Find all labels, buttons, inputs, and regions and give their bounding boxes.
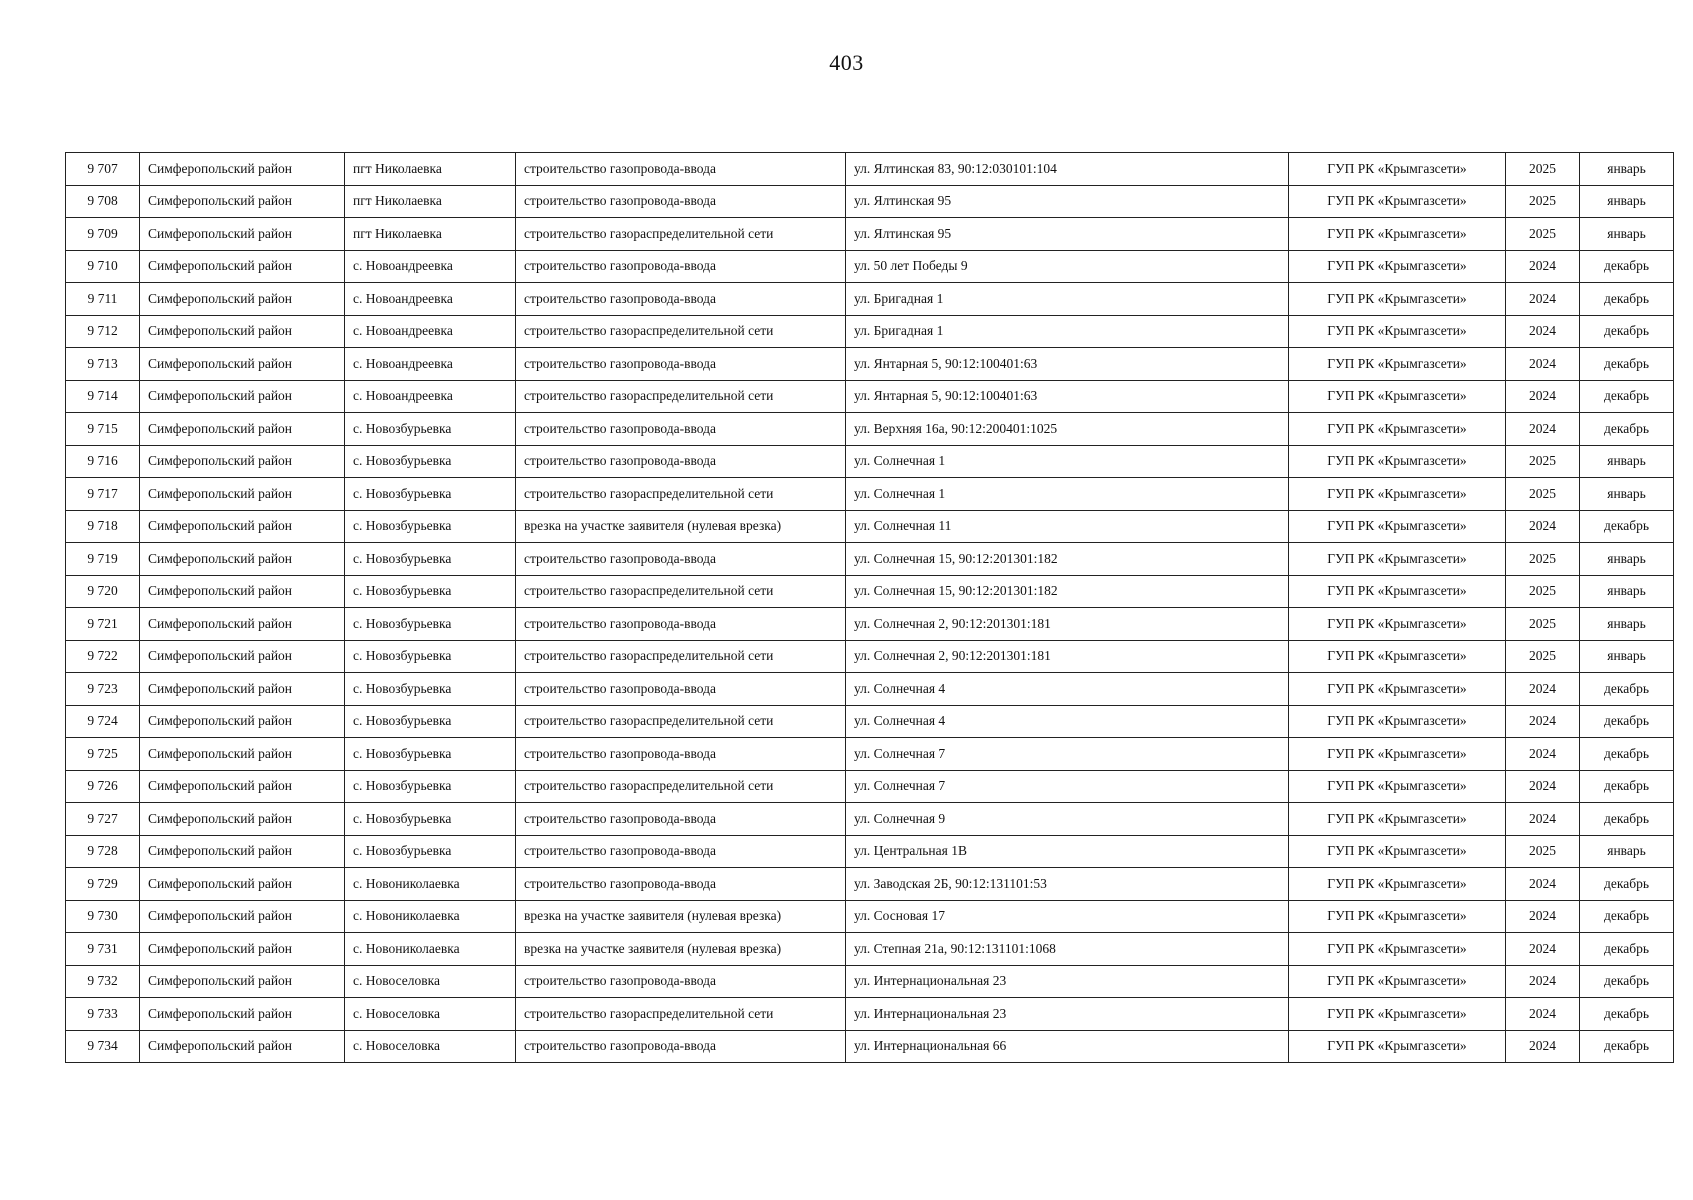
organization-cell: ГУП РК «Крымгазсети»: [1289, 153, 1506, 186]
year-cell: 2024: [1506, 770, 1580, 803]
region-cell: Симферопольский район: [140, 218, 345, 251]
settlement-cell: с. Новозбурьевка: [345, 543, 516, 576]
table-row: [66, 705, 1674, 738]
region-cell: Симферопольский район: [140, 640, 345, 673]
work-type-cell: строительство газопровода-ввода: [516, 413, 846, 446]
month-cell: декабрь: [1580, 770, 1674, 803]
year-cell: 2024: [1506, 348, 1580, 381]
address-cell: ул. Солнечная 4: [846, 673, 1289, 706]
work-type-cell: строительство газораспределительной сети: [516, 770, 846, 803]
gasification-register-table: [65, 152, 1674, 1063]
work-type-cell: строительство газопровода-ввода: [516, 348, 846, 381]
table-row: [66, 965, 1674, 998]
settlement-cell: с. Новониколаевка: [345, 868, 516, 901]
address-cell: ул. Янтарная 5, 90:12:100401:63: [846, 348, 1289, 381]
month-cell: декабрь: [1580, 933, 1674, 966]
work-type-cell: строительство газопровода-ввода: [516, 868, 846, 901]
address-cell: ул. Солнечная 2, 90:12:201301:181: [846, 640, 1289, 673]
row-number-cell: 9 707: [66, 153, 140, 186]
page-number: 403: [829, 50, 864, 75]
table-row: [66, 868, 1674, 901]
table-row: [66, 510, 1674, 543]
organization-cell: ГУП РК «Крымгазсети»: [1289, 673, 1506, 706]
work-type-cell: строительство газопровода-ввода: [516, 543, 846, 576]
month-cell: январь: [1580, 608, 1674, 641]
row-number-cell: 9 722: [66, 640, 140, 673]
year-cell: 2024: [1506, 315, 1580, 348]
table-row: [66, 413, 1674, 446]
organization-cell: ГУП РК «Крымгазсети»: [1289, 640, 1506, 673]
row-number-cell: 9 714: [66, 380, 140, 413]
region-cell: Симферопольский район: [140, 705, 345, 738]
settlement-cell: с. Новозбурьевка: [345, 673, 516, 706]
month-cell: декабрь: [1580, 348, 1674, 381]
row-number-cell: 9 732: [66, 965, 140, 998]
work-type-cell: строительство газораспределительной сети: [516, 705, 846, 738]
settlement-cell: с. Новозбурьевка: [345, 413, 516, 446]
table-row: [66, 998, 1674, 1031]
work-type-cell: строительство газопровода-ввода: [516, 250, 846, 283]
address-cell: ул. Верхняя 16а, 90:12:200401:1025: [846, 413, 1289, 446]
row-number-cell: 9 710: [66, 250, 140, 283]
row-number-cell: 9 733: [66, 998, 140, 1031]
region-cell: Симферопольский район: [140, 380, 345, 413]
table-row: [66, 380, 1674, 413]
table-row: [66, 153, 1674, 186]
address-cell: ул. Солнечная 4: [846, 705, 1289, 738]
work-type-cell: строительство газопровода-ввода: [516, 185, 846, 218]
address-cell: ул. Центральная 1В: [846, 835, 1289, 868]
table-row: [66, 315, 1674, 348]
settlement-cell: пгт Николаевка: [345, 218, 516, 251]
settlement-cell: с. Новониколаевка: [345, 933, 516, 966]
work-type-cell: строительство газораспределительной сети: [516, 478, 846, 511]
region-cell: Симферопольский район: [140, 608, 345, 641]
year-cell: 2024: [1506, 380, 1580, 413]
row-number-cell: 9 717: [66, 478, 140, 511]
table-row: [66, 608, 1674, 641]
work-type-cell: строительство газораспределительной сети: [516, 575, 846, 608]
year-cell: 2024: [1506, 965, 1580, 998]
address-cell: ул. Солнечная 1: [846, 478, 1289, 511]
settlement-cell: с. Новоандреевка: [345, 348, 516, 381]
row-number-cell: 9 725: [66, 738, 140, 771]
row-number-cell: 9 713: [66, 348, 140, 381]
region-cell: Симферопольский район: [140, 315, 345, 348]
row-number-cell: 9 728: [66, 835, 140, 868]
table-row: [66, 478, 1674, 511]
settlement-cell: с. Новониколаевка: [345, 900, 516, 933]
month-cell: декабрь: [1580, 965, 1674, 998]
organization-cell: ГУП РК «Крымгазсети»: [1289, 705, 1506, 738]
work-type-cell: строительство газопровода-ввода: [516, 1030, 846, 1063]
region-cell: Симферопольский район: [140, 250, 345, 283]
year-cell: 2024: [1506, 933, 1580, 966]
table-row: [66, 185, 1674, 218]
table-row: [66, 770, 1674, 803]
region-cell: Симферопольский район: [140, 738, 345, 771]
table-row: [66, 738, 1674, 771]
row-number-cell: 9 715: [66, 413, 140, 446]
month-cell: январь: [1580, 640, 1674, 673]
settlement-cell: с. Новозбурьевка: [345, 770, 516, 803]
settlement-cell: с. Новозбурьевка: [345, 738, 516, 771]
region-cell: Симферопольский район: [140, 510, 345, 543]
month-cell: декабрь: [1580, 900, 1674, 933]
work-type-cell: строительство газораспределительной сети: [516, 380, 846, 413]
row-number-cell: 9 708: [66, 185, 140, 218]
address-cell: ул. Интернациональная 23: [846, 965, 1289, 998]
settlement-cell: с. Новозбурьевка: [345, 803, 516, 836]
month-cell: декабрь: [1580, 998, 1674, 1031]
settlement-cell: пгт Николаевка: [345, 153, 516, 186]
work-type-cell: строительство газопровода-ввода: [516, 738, 846, 771]
row-number-cell: 9 711: [66, 283, 140, 316]
row-number-cell: 9 723: [66, 673, 140, 706]
organization-cell: ГУП РК «Крымгазсети»: [1289, 250, 1506, 283]
row-number-cell: 9 727: [66, 803, 140, 836]
organization-cell: ГУП РК «Крымгазсети»: [1289, 218, 1506, 251]
settlement-cell: с. Новоселовка: [345, 965, 516, 998]
region-cell: Симферопольский район: [140, 185, 345, 218]
region-cell: Симферопольский район: [140, 933, 345, 966]
month-cell: январь: [1580, 185, 1674, 218]
row-number-cell: 9 712: [66, 315, 140, 348]
table-row: [66, 218, 1674, 251]
address-cell: ул. Солнечная 2, 90:12:201301:181: [846, 608, 1289, 641]
organization-cell: ГУП РК «Крымгазсети»: [1289, 510, 1506, 543]
month-cell: декабрь: [1580, 250, 1674, 283]
table-row: [66, 803, 1674, 836]
month-cell: январь: [1580, 218, 1674, 251]
month-cell: январь: [1580, 835, 1674, 868]
region-cell: Симферопольский район: [140, 673, 345, 706]
region-cell: Симферопольский район: [140, 998, 345, 1031]
address-cell: ул. Солнечная 7: [846, 738, 1289, 771]
year-cell: 2024: [1506, 900, 1580, 933]
address-cell: ул. Интернациональная 66: [846, 1030, 1289, 1063]
settlement-cell: с. Новозбурьевка: [345, 608, 516, 641]
organization-cell: ГУП РК «Крымгазсети»: [1289, 543, 1506, 576]
row-number-cell: 9 724: [66, 705, 140, 738]
work-type-cell: строительство газопровода-ввода: [516, 153, 846, 186]
organization-cell: ГУП РК «Крымгазсети»: [1289, 1030, 1506, 1063]
address-cell: ул. Солнечная 15, 90:12:201301:182: [846, 543, 1289, 576]
address-cell: ул. 50 лет Победы 9: [846, 250, 1289, 283]
settlement-cell: с. Новоандреевка: [345, 315, 516, 348]
year-cell: 2025: [1506, 640, 1580, 673]
row-number-cell: 9 734: [66, 1030, 140, 1063]
year-cell: 2025: [1506, 608, 1580, 641]
work-type-cell: строительство газопровода-ввода: [516, 835, 846, 868]
row-number-cell: 9 718: [66, 510, 140, 543]
organization-cell: ГУП РК «Крымгазсети»: [1289, 413, 1506, 446]
settlement-cell: с. Новоандреевка: [345, 380, 516, 413]
table-row: [66, 283, 1674, 316]
month-cell: декабрь: [1580, 803, 1674, 836]
row-number-cell: 9 709: [66, 218, 140, 251]
year-cell: 2025: [1506, 575, 1580, 608]
year-cell: 2025: [1506, 478, 1580, 511]
table-row: [66, 640, 1674, 673]
address-cell: ул. Солнечная 9: [846, 803, 1289, 836]
work-type-cell: строительство газопровода-ввода: [516, 803, 846, 836]
table-row: [66, 900, 1674, 933]
settlement-cell: с. Новозбурьевка: [345, 705, 516, 738]
organization-cell: ГУП РК «Крымгазсети»: [1289, 900, 1506, 933]
row-number-cell: 9 731: [66, 933, 140, 966]
region-cell: Симферопольский район: [140, 965, 345, 998]
region-cell: Симферопольский район: [140, 543, 345, 576]
year-cell: 2024: [1506, 283, 1580, 316]
month-cell: январь: [1580, 478, 1674, 511]
month-cell: январь: [1580, 445, 1674, 478]
organization-cell: ГУП РК «Крымгазсети»: [1289, 380, 1506, 413]
work-type-cell: врезка на участке заявителя (нулевая врезка): [516, 933, 846, 966]
month-cell: декабрь: [1580, 283, 1674, 316]
address-cell: ул. Янтарная 5, 90:12:100401:63: [846, 380, 1289, 413]
work-type-cell: строительство газораспределительной сети: [516, 218, 846, 251]
year-cell: 2024: [1506, 705, 1580, 738]
organization-cell: ГУП РК «Крымгазсети»: [1289, 315, 1506, 348]
work-type-cell: врезка на участке заявителя (нулевая врезка): [516, 900, 846, 933]
year-cell: 2024: [1506, 673, 1580, 706]
organization-cell: ГУП РК «Крымгазсети»: [1289, 998, 1506, 1031]
region-cell: Симферопольский район: [140, 413, 345, 446]
table-body: [66, 153, 1674, 1063]
year-cell: 2025: [1506, 185, 1580, 218]
work-type-cell: строительство газораспределительной сети: [516, 315, 846, 348]
address-cell: ул. Солнечная 15, 90:12:201301:182: [846, 575, 1289, 608]
organization-cell: ГУП РК «Крымгазсети»: [1289, 185, 1506, 218]
region-cell: Симферопольский район: [140, 835, 345, 868]
month-cell: декабрь: [1580, 510, 1674, 543]
settlement-cell: пгт Николаевка: [345, 185, 516, 218]
address-cell: ул. Солнечная 1: [846, 445, 1289, 478]
year-cell: 2024: [1506, 738, 1580, 771]
organization-cell: ГУП РК «Крымгазсети»: [1289, 770, 1506, 803]
address-cell: ул. Интернациональная 23: [846, 998, 1289, 1031]
organization-cell: ГУП РК «Крымгазсети»: [1289, 933, 1506, 966]
settlement-cell: с. Новозбурьевка: [345, 510, 516, 543]
work-type-cell: строительство газопровода-ввода: [516, 608, 846, 641]
organization-cell: ГУП РК «Крымгазсети»: [1289, 283, 1506, 316]
organization-cell: ГУП РК «Крымгазсети»: [1289, 478, 1506, 511]
address-cell: ул. Бригадная 1: [846, 283, 1289, 316]
month-cell: декабрь: [1580, 1030, 1674, 1063]
table-row: [66, 933, 1674, 966]
month-cell: январь: [1580, 153, 1674, 186]
address-cell: ул. Бригадная 1: [846, 315, 1289, 348]
settlement-cell: с. Новозбурьевка: [345, 445, 516, 478]
settlement-cell: с. Новоселовка: [345, 1030, 516, 1063]
year-cell: 2024: [1506, 413, 1580, 446]
organization-cell: ГУП РК «Крымгазсети»: [1289, 868, 1506, 901]
region-cell: Симферопольский район: [140, 770, 345, 803]
row-number-cell: 9 726: [66, 770, 140, 803]
work-type-cell: строительство газопровода-ввода: [516, 445, 846, 478]
row-number-cell: 9 721: [66, 608, 140, 641]
organization-cell: ГУП РК «Крымгазсети»: [1289, 803, 1506, 836]
address-cell: ул. Солнечная 7: [846, 770, 1289, 803]
month-cell: декабрь: [1580, 380, 1674, 413]
month-cell: декабрь: [1580, 673, 1674, 706]
table-row: [66, 1030, 1674, 1063]
address-cell: ул. Ялтинская 83, 90:12:030101:104: [846, 153, 1289, 186]
work-type-cell: строительство газораспределительной сети: [516, 640, 846, 673]
organization-cell: ГУП РК «Крымгазсети»: [1289, 348, 1506, 381]
table-row: [66, 445, 1674, 478]
address-cell: ул. Сосновая 17: [846, 900, 1289, 933]
settlement-cell: с. Новоандреевка: [345, 250, 516, 283]
row-number-cell: 9 729: [66, 868, 140, 901]
month-cell: декабрь: [1580, 705, 1674, 738]
row-number-cell: 9 730: [66, 900, 140, 933]
work-type-cell: строительство газопровода-ввода: [516, 965, 846, 998]
row-number-cell: 9 716: [66, 445, 140, 478]
table-row: [66, 575, 1674, 608]
year-cell: 2025: [1506, 835, 1580, 868]
row-number-cell: 9 719: [66, 543, 140, 576]
organization-cell: ГУП РК «Крымгазсети»: [1289, 965, 1506, 998]
year-cell: 2024: [1506, 868, 1580, 901]
region-cell: Симферопольский район: [140, 1030, 345, 1063]
region-cell: Симферопольский район: [140, 445, 345, 478]
region-cell: Симферопольский район: [140, 153, 345, 186]
year-cell: 2024: [1506, 250, 1580, 283]
region-cell: Симферопольский район: [140, 900, 345, 933]
address-cell: ул. Степная 21а, 90:12:131101:1068: [846, 933, 1289, 966]
month-cell: декабрь: [1580, 315, 1674, 348]
month-cell: декабрь: [1580, 413, 1674, 446]
address-cell: ул. Заводская 2Б, 90:12:131101:53: [846, 868, 1289, 901]
settlement-cell: с. Новозбурьевка: [345, 575, 516, 608]
table-row: [66, 348, 1674, 381]
region-cell: Симферопольский район: [140, 575, 345, 608]
region-cell: Симферопольский район: [140, 478, 345, 511]
settlement-cell: с. Новоандреевка: [345, 283, 516, 316]
year-cell: 2024: [1506, 510, 1580, 543]
year-cell: 2024: [1506, 803, 1580, 836]
settlement-cell: с. Новозбурьевка: [345, 478, 516, 511]
table-row: [66, 673, 1674, 706]
region-cell: Симферопольский район: [140, 868, 345, 901]
region-cell: Симферопольский район: [140, 803, 345, 836]
settlement-cell: с. Новозбурьевка: [345, 640, 516, 673]
address-cell: ул. Ялтинская 95: [846, 185, 1289, 218]
organization-cell: ГУП РК «Крымгазсети»: [1289, 575, 1506, 608]
organization-cell: ГУП РК «Крымгазсети»: [1289, 445, 1506, 478]
settlement-cell: с. Новоселовка: [345, 998, 516, 1031]
table-row: [66, 835, 1674, 868]
table-row: [66, 543, 1674, 576]
region-cell: Симферопольский район: [140, 283, 345, 316]
organization-cell: ГУП РК «Крымгазсети»: [1289, 835, 1506, 868]
address-cell: ул. Ялтинская 95: [846, 218, 1289, 251]
work-type-cell: строительство газопровода-ввода: [516, 673, 846, 706]
year-cell: 2025: [1506, 218, 1580, 251]
region-cell: Симферопольский район: [140, 348, 345, 381]
table-row: [66, 250, 1674, 283]
year-cell: 2025: [1506, 543, 1580, 576]
year-cell: 2025: [1506, 153, 1580, 186]
organization-cell: ГУП РК «Крымгазсети»: [1289, 608, 1506, 641]
month-cell: январь: [1580, 575, 1674, 608]
month-cell: декабрь: [1580, 738, 1674, 771]
work-type-cell: строительство газопровода-ввода: [516, 283, 846, 316]
work-type-cell: строительство газораспределительной сети: [516, 998, 846, 1031]
address-cell: ул. Солнечная 11: [846, 510, 1289, 543]
work-type-cell: врезка на участке заявителя (нулевая врезка): [516, 510, 846, 543]
settlement-cell: с. Новозбурьевка: [345, 835, 516, 868]
month-cell: декабрь: [1580, 868, 1674, 901]
year-cell: 2024: [1506, 1030, 1580, 1063]
row-number-cell: 9 720: [66, 575, 140, 608]
organization-cell: ГУП РК «Крымгазсети»: [1289, 738, 1506, 771]
year-cell: 2024: [1506, 998, 1580, 1031]
year-cell: 2025: [1506, 445, 1580, 478]
month-cell: январь: [1580, 543, 1674, 576]
